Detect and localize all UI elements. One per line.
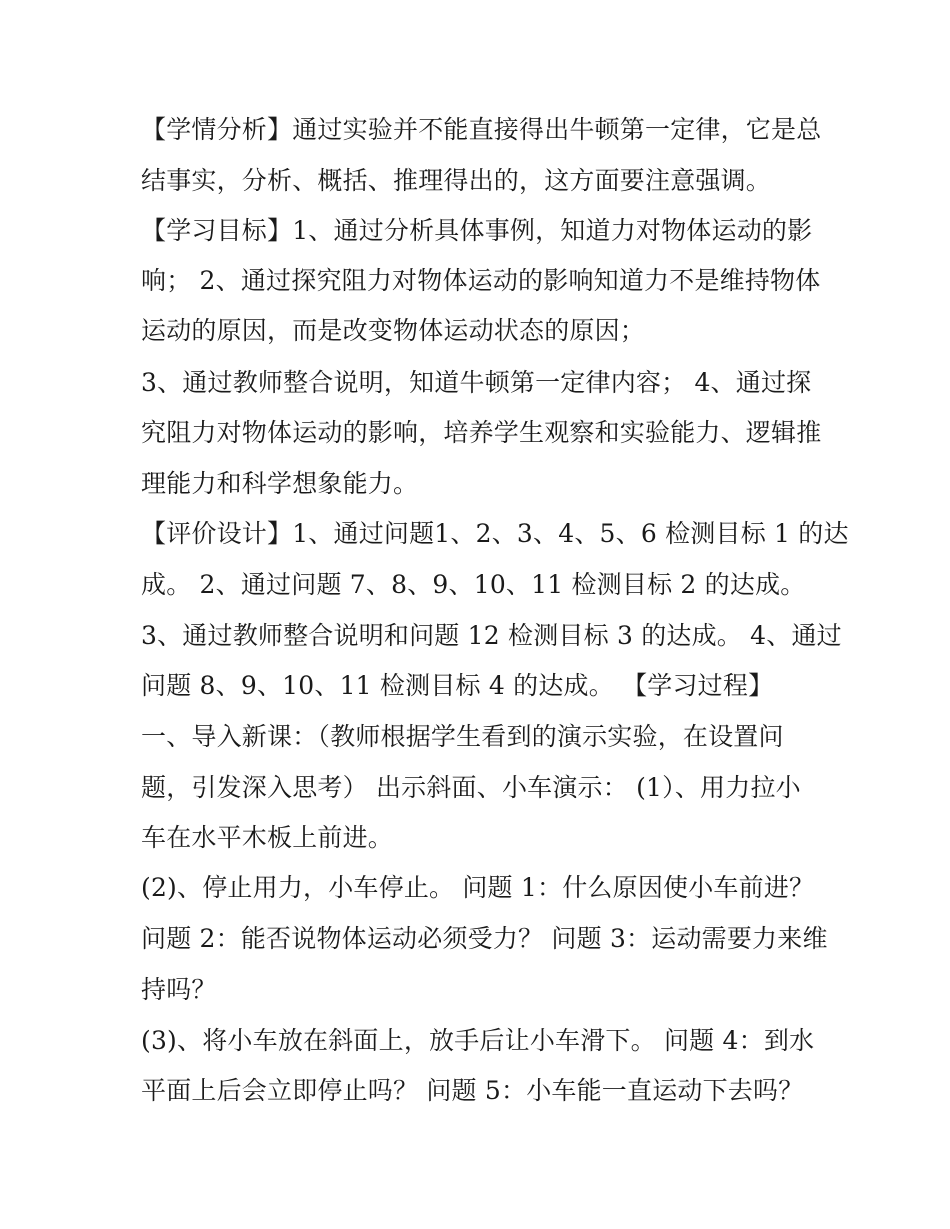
text-line: 响； 2、通过探究阻力对物体运动的影响知道力不是维持物体 — [141, 266, 821, 295]
text-line: 【评价设计】1、通过问题1、2、3、4、5、6 检测目标 1 的达 — [141, 519, 849, 548]
text-line: 究阻力对物体运动的影响，培养学生观察和实验能力、逻辑推 — [141, 418, 822, 447]
text-line: 问题 2：能否说物体运动必须受力？ 问题 3：运动需要力来维 — [141, 924, 828, 953]
text-line: 【学情分析】通过实验并不能直接得出牛顿第一定律，它是总 — [141, 115, 822, 144]
text-line: 一、导入新课：（教师根据学生看到的演示实验，在设置问 — [141, 722, 784, 751]
text-line: 结事实，分析、概括、推理得出的，这方面要注意强调。 — [141, 166, 772, 195]
text-line: 持吗？ — [141, 975, 217, 1004]
text-line: 问题 8、9、10、11 检测目标 4 的达成。 【学习过程】 — [141, 671, 774, 700]
text-line: 车在水平木板上前进。 — [141, 823, 394, 852]
text-line: 题，引发深入思考） 出示斜面、小车演示： (1）、用力拉小 — [141, 773, 801, 802]
text-line: 成。 2、通过问题 7、8、9、10、11 检测目标 2 的达成。 — [141, 570, 806, 599]
text-line: (2)、停止用力，小车停止。 问题 1：什么原因使小车前进？ — [141, 873, 815, 902]
text-line: 理能力和科学想象能力。 — [141, 469, 419, 498]
text-line: 3、通过教师整合说明，知道牛顿第一定律内容； 4、通过探 — [141, 368, 812, 397]
text-line: 平面上后会立即停止吗？ 问题 5：小车能一直运动下去吗？ — [141, 1076, 804, 1105]
text-line: 3、通过教师整合说明和问题 12 检测目标 3 的达成。 4、通过 — [141, 621, 842, 650]
text-line: 运动的原因，而是改变物体运动状态的原因； — [141, 316, 646, 345]
text-line: (3)、将小车放在斜面上，放手后让小车滑下。 问题 4：到水 — [141, 1026, 815, 1055]
text-line: 【学习目标】1、通过分析具体事例，知道力对物体运动的影 — [141, 216, 813, 245]
